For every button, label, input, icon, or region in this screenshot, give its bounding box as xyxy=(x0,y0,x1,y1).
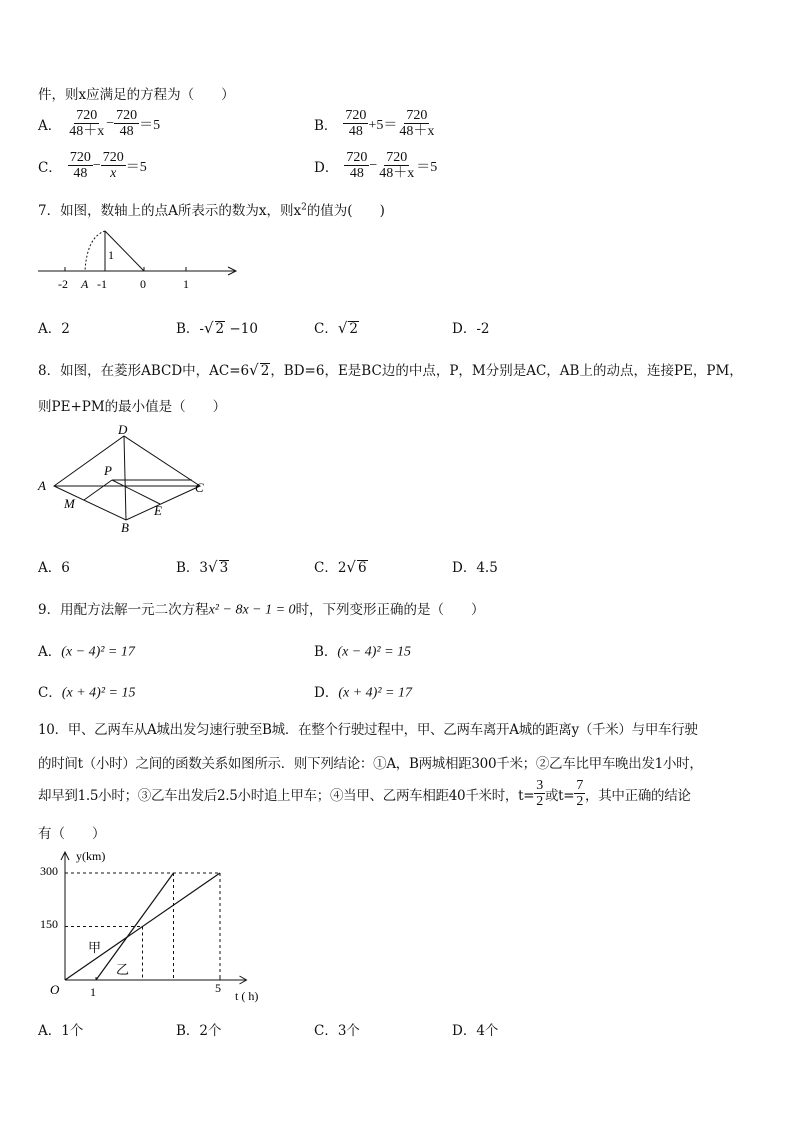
label-a: A xyxy=(38,478,46,493)
q10-frac-seven-halves xyxy=(574,778,585,809)
q6-a-rhs: ＝5 xyxy=(139,117,161,133)
q10-option-d[interactable]: D．4个 xyxy=(452,1023,499,1039)
q6-c-num1: 720 xyxy=(69,150,91,165)
q10-frac2-num: 7 xyxy=(576,778,584,793)
q6-d-frac1 xyxy=(344,150,369,181)
q6-stem: 件，则x应满足的方程为（ ） xyxy=(38,87,235,103)
q6-a-den1: 48＋x xyxy=(69,124,105,139)
q9-c-label: C． xyxy=(38,685,62,701)
q9-d-label: D． xyxy=(314,685,339,701)
q7-c-radicand: 2 xyxy=(349,321,358,337)
series-label-yi: 乙 xyxy=(116,962,130,977)
q10-stem-line1: 10．甲、乙两车从A城出发匀速行驶至B城．在整个行驶过程中，甲、乙两车离开A城的距离y（千米）与甲车行驶 xyxy=(38,722,698,738)
label-b: B xyxy=(121,520,129,535)
q6-c-den1: 48 xyxy=(73,166,88,181)
q6-a-den2: 48 xyxy=(119,124,134,139)
q6-a-frac1 xyxy=(67,108,106,139)
q6-c-frac1 xyxy=(68,150,93,181)
q6-option-a[interactable] xyxy=(38,108,160,139)
q8-option-d[interactable]: D．4.5 xyxy=(452,560,498,576)
q9-stem-post: 时，下列变形正确的是（ ） xyxy=(295,602,485,618)
triangle-height-label: 1 xyxy=(108,248,114,262)
sqrt-icon: √ xyxy=(346,558,356,576)
q6-d-rhs: ＝5 xyxy=(416,159,438,175)
q8-rhombus-figure xyxy=(32,422,222,537)
label-minus-1: -1 xyxy=(97,277,107,291)
q9-option-a[interactable] xyxy=(38,640,135,661)
xtick-label-5: 5 xyxy=(215,981,221,995)
label-one: 1 xyxy=(183,277,189,291)
q9-option-b[interactable] xyxy=(314,640,411,661)
q10-option-c[interactable]: C．3个 xyxy=(314,1023,360,1039)
q8-c-pre: C．2 xyxy=(314,560,347,576)
rhombus-abcd xyxy=(54,436,200,520)
arc-dashed xyxy=(85,231,105,271)
q6-d-op: − xyxy=(369,157,378,173)
q8-stem-pre: 8．如图，在菱形ABCD中，AC=6 xyxy=(38,363,250,379)
q10-frac2-den: 2 xyxy=(576,794,584,809)
q6-a-num1: 720 xyxy=(76,108,98,123)
q9-c-expr: (x + 4)² = 15 xyxy=(61,685,136,701)
diagonal-bd xyxy=(124,436,126,520)
q6-option-c[interactable] xyxy=(38,150,147,181)
q6-c-op: − xyxy=(92,157,101,173)
q6-d-den2: 48＋x xyxy=(379,166,415,181)
q10-stem-line4: 有（ ） xyxy=(38,826,106,842)
label-p: P xyxy=(104,463,112,478)
chart-origin-label: O xyxy=(50,982,60,997)
q9-stem-equation: x² − 8x − 1 = 0 xyxy=(208,602,296,618)
label-c: C xyxy=(195,480,204,495)
q7-stem-post: 的值为( ) xyxy=(306,203,385,219)
q7-b-radicand: 2 xyxy=(215,321,225,337)
q6-a-frac2 xyxy=(114,108,139,139)
q10-stem-line2: 的时间t（小时）之间的函数关系如图所示．则下列结论：①A，B两城相距300千米；②乙车比甲车晚出发1小时， xyxy=(38,756,703,772)
series-label-jia: 甲 xyxy=(88,940,102,955)
q6-d-num2: 720 xyxy=(386,150,408,165)
q7-b-post: −10 xyxy=(225,321,258,337)
label-m: M xyxy=(64,496,75,511)
q6-d-frac2 xyxy=(377,150,416,181)
q6-c-frac2 xyxy=(101,150,126,181)
q8-option-a[interactable]: A．6 xyxy=(38,560,70,576)
sqrt-icon: √ xyxy=(203,319,214,337)
sqrt-icon: √ xyxy=(249,361,259,379)
q6-b-den2: 48＋x xyxy=(399,124,435,139)
q10-option-a[interactable]: A．1个 xyxy=(38,1023,84,1039)
q6-b-op: +5＝ xyxy=(368,117,398,133)
q6-d-den1: 48 xyxy=(349,166,364,181)
sqrt-icon: √ xyxy=(337,319,348,337)
label-point-a: A xyxy=(81,277,89,291)
q8-stem-radicand: 2 xyxy=(260,363,270,379)
q10-line-chart xyxy=(30,843,280,1008)
q9-b-label: B． xyxy=(314,644,338,660)
q6-b-num2: 720 xyxy=(406,108,428,123)
q7-option-b[interactable] xyxy=(176,317,258,337)
q7-c-pre: C． xyxy=(314,321,338,337)
q9-option-d[interactable] xyxy=(314,681,412,702)
q9-d-expr: (x + 4)² = 17 xyxy=(338,685,412,701)
q10-line3-post: ，其中正确的结论 xyxy=(585,787,691,804)
label-d: D xyxy=(118,422,128,437)
sqrt-icon: √ xyxy=(208,558,218,576)
q6-option-a-label: A． xyxy=(38,117,62,134)
segment-pe xyxy=(112,480,160,504)
q6-a-op: − xyxy=(106,115,115,131)
q9-stem-pre: 9．用配方法解一元二次方程 xyxy=(38,602,209,618)
q6-b-frac1 xyxy=(343,108,368,139)
q6-a-num2: 720 xyxy=(116,108,138,123)
q10-option-b[interactable]: B．2个 xyxy=(176,1023,222,1039)
q7-option-c[interactable] xyxy=(314,317,359,337)
q7-option-a[interactable]: A．2 xyxy=(38,321,70,337)
q8-c-radicand: 6 xyxy=(357,560,367,576)
label-minus-2: -2 xyxy=(58,277,68,291)
q10-line3-pre: 却早到1.5小时；③乙车出发后2.5小时追上甲车；④当甲、乙两车相距40千米时，t= xyxy=(38,787,535,804)
label-e: E xyxy=(154,503,162,518)
q7-b-pre: B．- xyxy=(176,321,204,337)
q8-b-radicand: 3 xyxy=(219,560,229,576)
q8-b-pre: B．3 xyxy=(176,560,209,576)
q7-stem-pre: 7．如图，数轴上的点A所表示的数为x，则x xyxy=(38,203,302,219)
q6-b-num1: 720 xyxy=(345,108,367,123)
q6-option-b-label: B． xyxy=(314,117,338,134)
q8-stem-post: ，BD=6，E是BC边的中点，P，M分别是AC，AB上的动点，连接PE，PM， xyxy=(270,363,743,379)
q6-b-den1: 48 xyxy=(348,124,363,139)
q10-frac-three-halves xyxy=(534,778,545,809)
q6-option-d[interactable] xyxy=(314,150,437,181)
q6-d-num1: 720 xyxy=(346,150,368,165)
q6-b-frac2 xyxy=(397,108,436,139)
segment-mp xyxy=(84,480,112,500)
q10-frac1-num: 3 xyxy=(536,778,543,793)
q6-c-den2: x xyxy=(110,166,117,181)
q6-option-c-label: C． xyxy=(38,159,62,176)
q6-c-num2: 720 xyxy=(102,150,124,165)
chart-xlabel: t ( h) xyxy=(235,989,259,1003)
q7-stem-sup: 2 xyxy=(301,202,307,213)
q8-stem-line1 xyxy=(38,359,743,379)
xtick-label-1: 1 xyxy=(90,985,96,999)
q6-option-b[interactable] xyxy=(314,108,436,139)
label-zero: 0 xyxy=(140,277,146,291)
q8-option-b[interactable] xyxy=(176,556,229,576)
q9-stem xyxy=(38,598,485,619)
q7-number-line-figure xyxy=(30,225,250,300)
q7-option-d[interactable]: D．-2 xyxy=(452,321,490,337)
q9-a-label: A． xyxy=(38,644,62,660)
ytick-label-150: 150 xyxy=(40,917,58,931)
q8-option-c[interactable] xyxy=(314,556,368,576)
q10-frac1-den: 2 xyxy=(536,794,543,809)
q6-option-d-label: D． xyxy=(314,159,339,176)
q9-option-c[interactable] xyxy=(38,681,135,702)
q9-a-expr: (x − 4)² = 17 xyxy=(61,644,135,660)
q8-stem-line2: 则PE+PM的最小值是（ ） xyxy=(38,399,227,415)
q9-b-expr: (x − 4)² = 15 xyxy=(337,644,412,660)
q10-line3-mid: 或t= xyxy=(544,787,575,804)
q6-c-rhs: ＝5 xyxy=(125,159,147,175)
q10-stem-line3 xyxy=(38,778,691,809)
chart-ylabel: y(km) xyxy=(76,849,106,863)
q7-stem xyxy=(38,199,385,219)
ytick-label-300: 300 xyxy=(40,864,58,878)
